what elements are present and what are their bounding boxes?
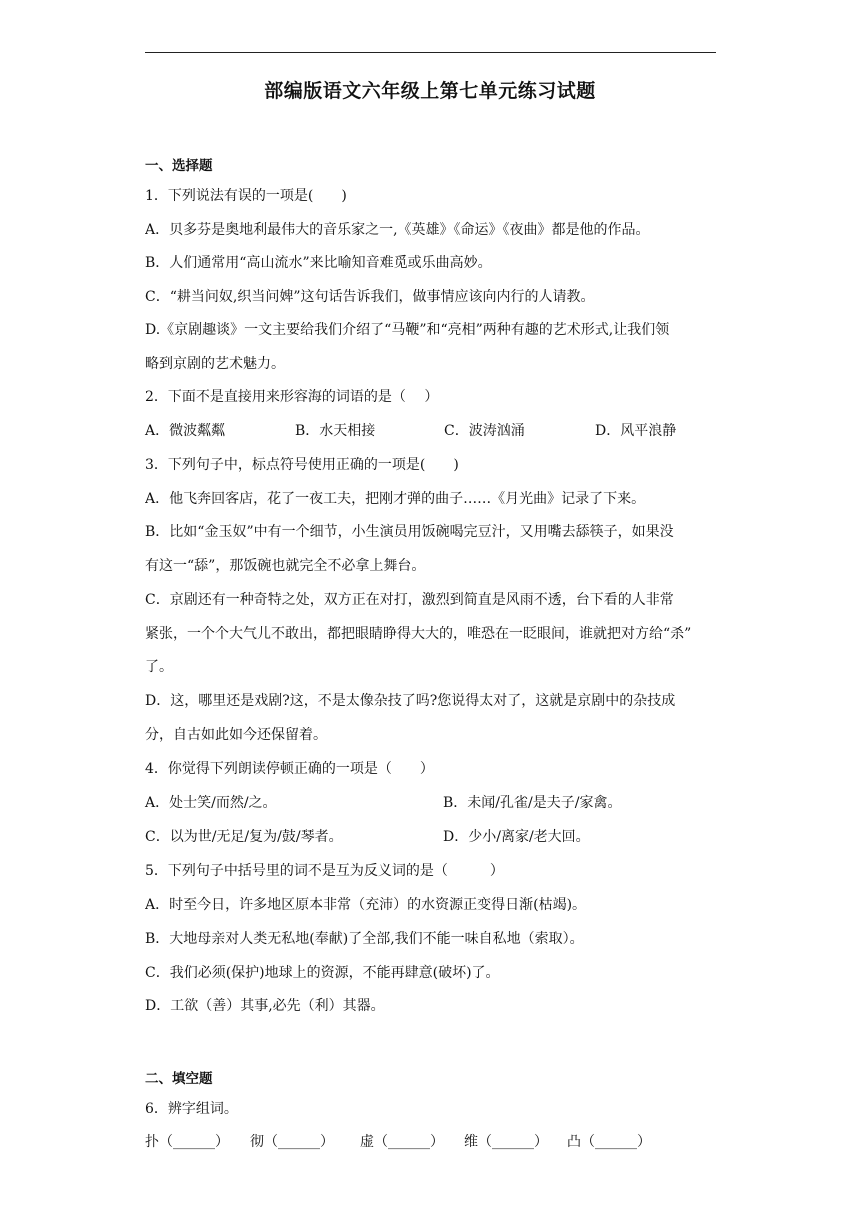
q4-stem: 4．你觉得下列朗读停顿正确的一项是（ ） [145,761,434,777]
q3-option-d-line1: D．这，哪里还是戏剧?这，不是太像杂技了吗?您说得太对了，这就是京剧中的杂技成 [145,693,676,709]
q4-option-c: C．以为世/无足/复为/鼓/琴者。 [145,829,343,845]
q2-option-c: C．波涛汹涌 [444,423,525,439]
header-rule [145,52,716,53]
q1-option-c: C．“耕当问奴,织当问婢”这句话告诉我们，做事情应该向内行的人请教。 [145,289,595,305]
q5-option-a: A．时至今日，许多地区原本非常（充沛）的水资源正变得日渐(枯竭)。 [145,897,587,913]
q5-option-d: D．工欲（善）其事,必先（利）其器。 [145,998,385,1014]
q3-option-a: A．他飞奔回客店，花了一夜工夫，把刚才弹的曲子……《月光曲》记录了下来。 [145,491,646,507]
q2-option-b: B．水天相接 [295,423,376,439]
q3-option-b-line1: B．比如“金玉奴”中有一个细节，小生演员用饭碗喝完豆汁，又用嘴去舔筷子，如果没 [145,524,674,540]
q1-option-d-line2: 略到京剧的艺术魅力。 [145,356,285,372]
q6-blank-wei[interactable]: 维（______） [464,1134,548,1150]
q6-blank-che[interactable]: 彻（______） [250,1134,334,1150]
section-heading-fill: 二、填空题 [145,1071,213,1087]
q1-stem: 1．下列说法有误的一项是( ) [145,188,347,204]
q2-option-d: D．风平浪静 [595,423,677,439]
q4-option-a: A．处士笑/而然/之。 [145,795,277,811]
q3-option-b-line2: 有这一“舔”，那饭碗也就完全不必拿上舞台。 [145,558,426,574]
q4-option-d: D．少小/离家/老大回。 [443,829,590,845]
q6-blank-pu[interactable]: 扑（______） [145,1134,229,1150]
q1-option-a: A．贝多芬是奥地利最伟大的音乐家之一,《英雄》《命运》《夜曲》都是他的作品。 [145,222,650,238]
q2-option-a: A．微波粼粼 [145,423,226,439]
q1-option-d-line1: D.《京剧趣谈》一文主要给我们介绍了“马鞭”和“亮相”两种有趣的艺术形式,让我们领 [145,322,670,338]
page-title: 部编版语文六年级上第七单元练习试题 [264,80,596,102]
q3-option-c-line2: 紧张，一个个大气儿不敢出，都把眼睛睁得大大的，唯恐在一眨眼间，谁就把对方给“杀” [145,626,692,642]
section-heading-choice: 一、选择题 [145,158,213,174]
q5-stem: 5．下列句子中括号里的词不是互为反义词的是（ ） [145,863,504,879]
q1-option-b: B．人们通常用“高山流水”来比喻知音难觅或乐曲高妙。 [145,255,492,271]
q5-option-c: C．我们必须(保护)地球上的资源，不能再肆意(破坏)了。 [145,965,500,981]
q3-option-c-line3: 了。 [145,659,173,675]
q6-stem: 6．辨字组词。 [145,1101,238,1117]
q2-stem: 2．下面不是直接用来形容海的词语的是（ ） [145,389,439,405]
q4-option-b: B．未闻/孔雀/是夫子/家禽。 [443,795,622,811]
q6-blank-tu[interactable]: 凸（______） [567,1134,651,1150]
q3-stem: 3．下列句子中，标点符号使用正确的一项是( ) [145,457,459,473]
q3-option-c-line1: C．京剧还有一种奇特之处，双方正在对打，激烈到简直是风雨不透，台下看的人非常 [145,592,674,608]
q6-blank-xu[interactable]: 虚（______） [360,1134,444,1150]
q3-option-d-line2: 分，自古如此如今还保留着。 [145,727,327,743]
q5-option-b: B．大地母亲对人类无私地(奉献)了全部,我们不能一味自私地（索取）。 [145,931,584,947]
